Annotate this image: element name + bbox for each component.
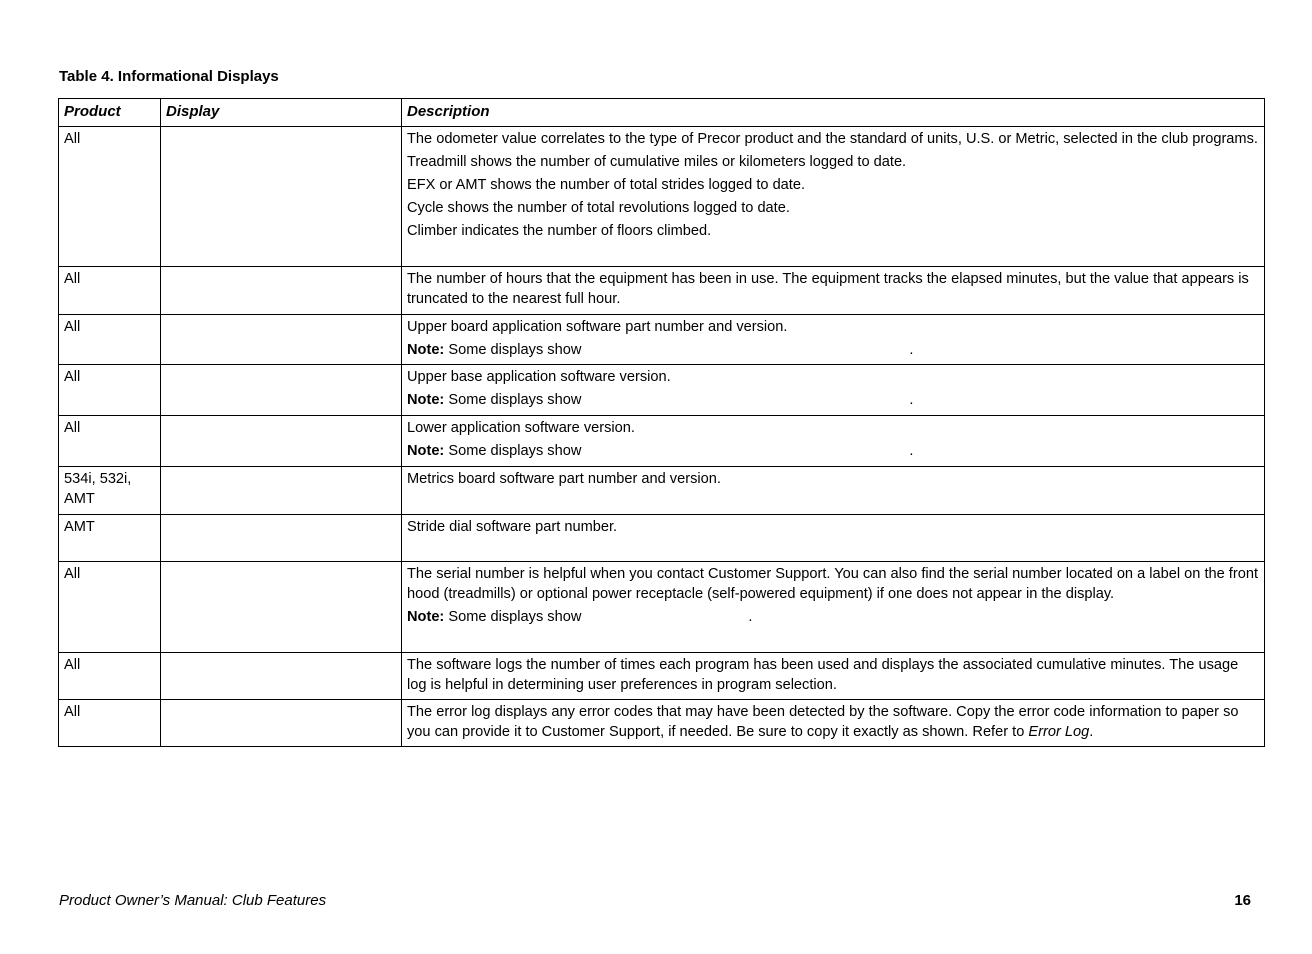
display-cell: [161, 315, 402, 365]
note-end: .: [909, 443, 914, 459]
column-header-product: Product: [59, 99, 161, 127]
description-cell: [402, 653, 1265, 700]
product-cell: All: [59, 416, 161, 467]
description-cell: [402, 416, 1265, 467]
description-text: Lower application software version.: [407, 420, 635, 436]
description-text: Stride dial software part number.: [407, 519, 618, 535]
description-cell: [402, 365, 1265, 416]
display-cell: [161, 127, 402, 267]
error-log-reference: Error Log: [1028, 724, 1090, 740]
column-header-description: Description: [402, 99, 1265, 127]
product-cell: All: [59, 653, 161, 700]
note-text: Some displays show: [444, 342, 582, 358]
note-end: .: [909, 342, 914, 358]
footer-document-title: Product Owner’s Manual: Club Features: [59, 892, 327, 909]
display-cell: [161, 467, 402, 515]
display-cell: [161, 267, 402, 315]
display-cell: [161, 700, 402, 747]
note-line: [407, 390, 1260, 410]
table-row: [59, 267, 1265, 315]
description-text: The number of hours that the equipment has been in use. The equipment tracks the elapsed minutes, but the value that appears is truncated to the nearest full hour.: [407, 271, 1249, 307]
note-line: [407, 607, 1260, 627]
table-row: [59, 127, 1265, 267]
table-row: [59, 700, 1265, 747]
note-line: [407, 441, 1260, 461]
note-label: Note:: [407, 443, 445, 459]
description-text: EFX or AMT shows the number of total strides logged to date.: [407, 177, 806, 193]
note-label: Note:: [407, 609, 445, 625]
description-text: Cycle shows the number of total revolutions logged to date.: [407, 200, 790, 216]
description-text: Metrics board software part number and version.: [407, 471, 721, 487]
product-cell: All: [59, 267, 161, 315]
display-cell: [161, 416, 402, 467]
description-text: The software logs the number of times each program has been used and displays the associated cumulative minutes. The usage log is helpful in determining user preferences in program selection.: [407, 657, 1239, 693]
product-cell: All: [59, 562, 161, 653]
note-text: Some displays show: [444, 443, 582, 459]
note-label: Note:: [407, 342, 445, 358]
table-row: [59, 365, 1265, 416]
product-cell: All: [59, 127, 161, 267]
product-cell: All: [59, 700, 161, 747]
description-text: Upper board application software part number and version.: [407, 319, 788, 335]
display-cell: [161, 653, 402, 700]
page-number: 16: [1234, 892, 1251, 909]
table-row: [59, 515, 1265, 562]
description-text: The serial number is helpful when you contact Customer Support. You can also find the serial number located on a label on the front hood (treadmills) or optional power receptacle (self-powered equipment) if one does not appear in the display.: [407, 566, 1258, 602]
description-cell: [402, 267, 1265, 315]
note-line: [407, 340, 1260, 360]
note-end: .: [748, 609, 753, 625]
display-cell: [161, 515, 402, 562]
column-header-display: Display: [161, 99, 402, 127]
description-cell: [402, 127, 1265, 267]
description-text: Climber indicates the number of floors climbed.: [407, 223, 712, 239]
description-cell: [402, 700, 1265, 747]
display-cell: [161, 365, 402, 416]
table-row: [59, 653, 1265, 700]
description-text: The odometer value correlates to the type of Precor product and the standard of units, U.S. or Metric, selected in the club programs.: [407, 131, 1258, 147]
description-text: Upper base application software version.: [407, 369, 671, 385]
note-label: Note:: [407, 392, 445, 408]
product-cell: All: [59, 365, 161, 416]
description-text: [407, 702, 1260, 742]
table-row: [59, 467, 1265, 515]
table-header-row: [59, 99, 1265, 127]
table-caption: Table 4. Informational Displays: [59, 68, 279, 85]
description-cell: [402, 467, 1265, 515]
product-cell: All: [59, 315, 161, 365]
description-text: Treadmill shows the number of cumulative miles or kilometers logged to date.: [407, 154, 907, 170]
description-body: The error log displays any error codes that may have been detected by the software. Copy the error code information to paper so you can provide it to Customer Support, if needed. Be sure to copy it exactly as shown. Refer to: [407, 704, 1239, 740]
table-row: [59, 416, 1265, 467]
informational-displays-table: [58, 98, 1265, 747]
note-end: .: [909, 392, 914, 408]
note-text: Some displays show: [444, 392, 582, 408]
product-cell: 534i, 532i, AMT: [59, 467, 161, 515]
description-cell: [402, 562, 1265, 653]
product-cell: AMT: [59, 515, 161, 562]
table-row: [59, 562, 1265, 653]
display-cell: [161, 562, 402, 653]
description-cell: [402, 315, 1265, 365]
table-row: [59, 315, 1265, 365]
description-end: .: [1089, 724, 1094, 740]
note-text: Some displays show: [444, 609, 582, 625]
description-cell: [402, 515, 1265, 562]
